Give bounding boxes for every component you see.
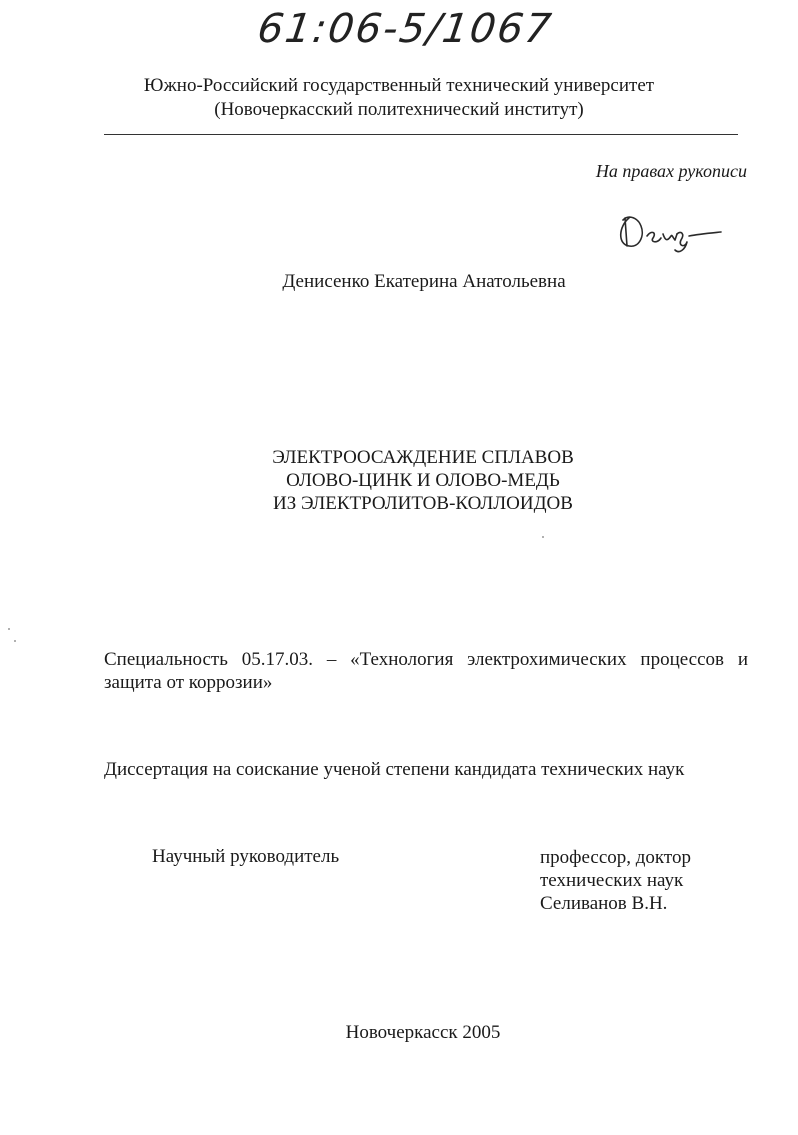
rights-note: На правах рукописи (595, 161, 747, 181)
title-line-1: ЭЛЕКТРООСАЖДЕНИЕ СПЛАВОВ (272, 447, 574, 468)
supervisor-name: Селиванов В.Н. (540, 893, 668, 914)
dissertation-title (0, 446, 798, 515)
supervisor-label: Научный руководитель (152, 846, 340, 867)
title-line-2: ОЛОВО-ЦИНК И ОЛОВО-МЕДЬ (286, 470, 560, 491)
handwritten-registration-code: 61:06-5/1067 (254, 6, 556, 52)
institute-name: (Новочеркасский политехнический институт) (214, 99, 584, 120)
supervisor-title: профессор, доктор (540, 847, 691, 868)
header-divider (104, 134, 738, 135)
university-block (0, 74, 798, 122)
title-line-3: ИЗ ЭЛЕКТРОЛИТОВ-КОЛЛОИДОВ (273, 493, 573, 514)
author-name: Денисенко Екатерина Анатольевна (282, 271, 566, 292)
university-name: Южно-Российский государственный технический университет (143, 75, 655, 96)
scan-speck (542, 536, 544, 538)
author-signature (615, 206, 725, 256)
city-year: Новочеркасск 2005 (345, 1022, 501, 1043)
supervisor-degree: технических наук (540, 870, 684, 891)
specialty-text: Специальность 05.17.03. – «Технология электрохимических процессов и защита от коррозии» (104, 649, 748, 693)
scan-speck (8, 628, 10, 630)
scan-speck (14, 640, 16, 642)
supervisor-info (540, 846, 691, 915)
dissertation-statement: Диссертация на соискание ученой степени кандидата технических наук (104, 759, 685, 780)
